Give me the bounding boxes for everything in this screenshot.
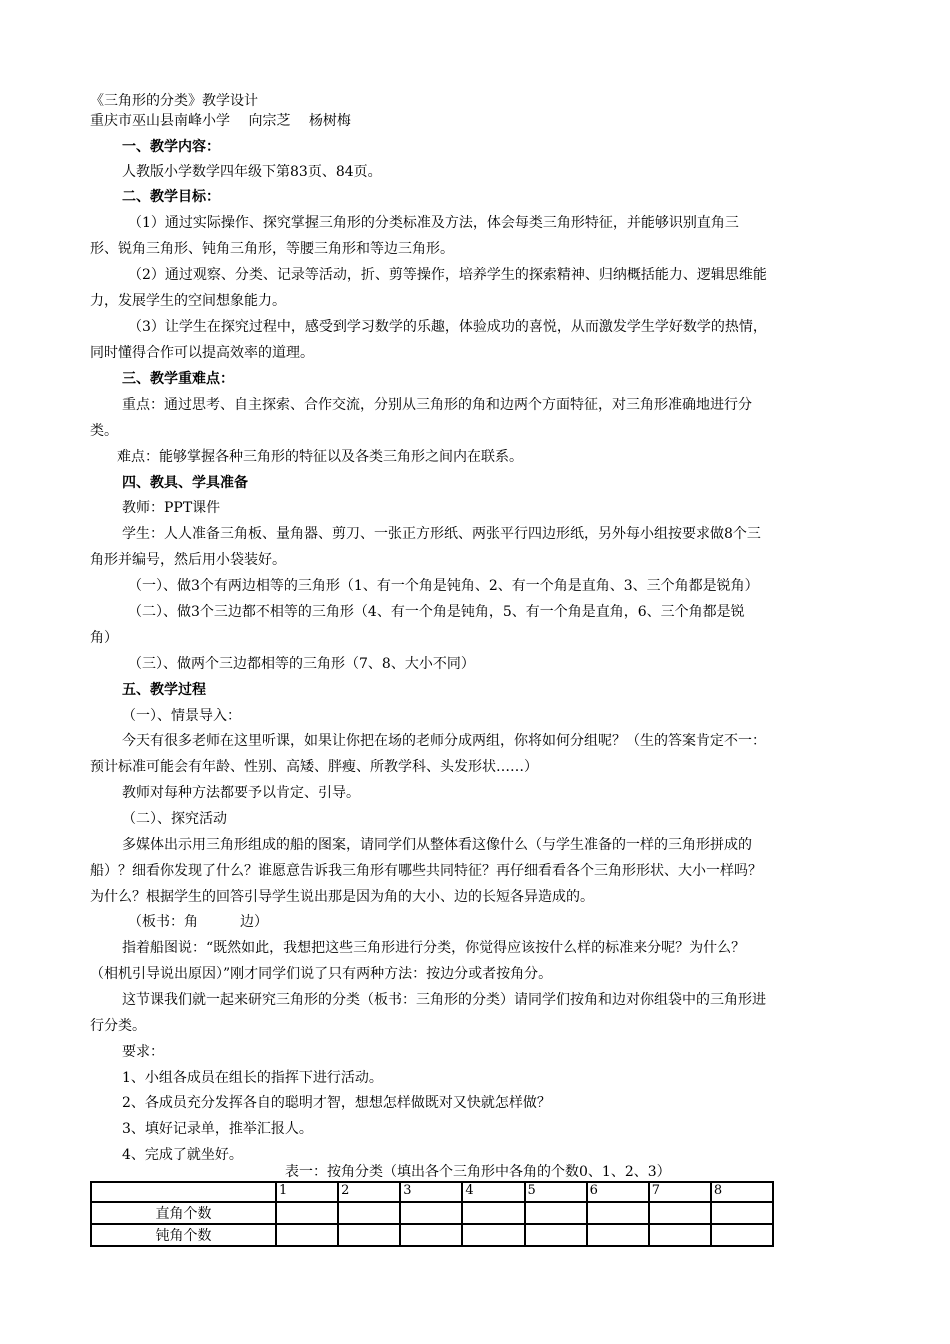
list-item: 1、小组各成员在组长的指挥下进行活动。: [122, 1070, 383, 1086]
section-heading-goals: 二、教学目标：: [122, 189, 220, 205]
paragraph: 预计标准可能会有年龄、性别、高矮、胖瘦、所教学科、头发形状……）: [90, 759, 538, 775]
paragraph: 力，发展学生的空间想象能力。: [90, 293, 286, 309]
paragraph: （2）通过观察、分类、记录等活动，折、剪等操作，培养学生的探索精神、归纳概括能力、逻辑思维能: [128, 267, 767, 283]
table-caption: 表一：按角分类（填出各个三角形中各角的个数0、1、2、3）: [285, 1164, 671, 1180]
table-cell[interactable]: [462, 1202, 524, 1224]
paragraph: 难点：能够掌握各种三角形的特征以及各类三角形之间内在联系。: [117, 449, 523, 465]
paragraph: （板书：角 边）: [128, 914, 268, 930]
table-cell[interactable]: [525, 1202, 587, 1224]
doc-title: 《三角形的分类》教学设计: [90, 93, 258, 109]
paragraph: 为什么？根据学生的回答引导学生说出那是因为角的大小、边的长短各异造成的。: [90, 889, 594, 905]
table-cell[interactable]: [400, 1224, 462, 1246]
paragraph: （一）、做3个有两边相等的三角形（1、有一个角是钝角、2、有一个角是直角、3、三个角都是锐角）: [128, 578, 759, 594]
table-cell[interactable]: [338, 1224, 400, 1246]
subheading: （二）、探究活动: [122, 811, 227, 827]
table-header-cell: 2: [338, 1182, 400, 1202]
paragraph: 角）: [90, 630, 118, 646]
paragraph: （3）让学生在探究过程中，感受到学习数学的乐趣，体验成功的喜悦，从而激发学生学好数学的热情，: [128, 319, 767, 335]
paragraph: 同时懂得合作可以提高效率的道理。: [90, 345, 314, 361]
paragraph: （二）、做3个三边都不相等的三角形（4、有一个角是钝角，5、有一个角是直角，6、三个角都是锐: [128, 604, 745, 620]
paragraph: 教师：PPT课件: [122, 500, 221, 516]
table-header-cell: 8: [711, 1182, 773, 1202]
table-header-cell: [91, 1182, 276, 1202]
paragraph: （三）、做两个三边都相等的三角形（7、8、大小不同）: [128, 656, 475, 672]
table-cell[interactable]: [649, 1202, 711, 1224]
section-heading-process: 五、教学过程: [122, 682, 206, 698]
paragraph: 人教版小学数学四年级下第83页、84页。: [122, 164, 382, 180]
table-header-cell: 1: [276, 1182, 338, 1202]
list-item: 4、完成了就坐好。: [122, 1147, 243, 1163]
paragraph: 类。: [90, 423, 118, 439]
section-heading-key-points: 三、教学重难点：: [122, 371, 234, 387]
table-cell[interactable]: [649, 1224, 711, 1246]
paragraph: 教师对每种方法都要予以肯定、引导。: [122, 785, 360, 801]
table-cell[interactable]: [276, 1224, 338, 1246]
paragraph: 重点：通过思考、自主探索、合作交流，分别从三角形的角和边两个方面特征，对三角形准确地进行分: [122, 397, 752, 413]
paragraph: 学生：人人准备三角板、量角器、剪刀、一张正方形纸、两张平行四边形纸，另外每小组按要求做8个三: [122, 526, 761, 542]
table-cell[interactable]: [462, 1224, 524, 1246]
table-cell[interactable]: [587, 1202, 649, 1224]
list-item: 2、各成员充分发挥各自的聪明才智，想想怎样做既对又快就怎样做？: [122, 1095, 551, 1111]
paragraph: 多媒体出示用三角形组成的船的图案，请同学们从整体看这像什么（与学生准备的一样的三角形拼成的: [122, 837, 752, 853]
paragraph: （相机引导说出原因）”刚才同学们说了只有两种方法：按边分或者按角分。: [90, 966, 553, 982]
paragraph: 要求：: [122, 1044, 164, 1060]
row-label-right-angle: 直角个数: [91, 1202, 276, 1224]
paragraph: 这节课我们就一起来研究三角形的分类（板书：三角形的分类）请同学们按角和边对你组袋中的三角形进: [122, 992, 766, 1008]
table-header-cell: 7: [649, 1182, 711, 1202]
paragraph: （1）通过实际操作、探究掌握三角形的分类标准及方法，体会每类三角形特征，并能够识别直角三: [128, 215, 739, 231]
table-cell[interactable]: [276, 1202, 338, 1224]
paragraph: 船）？细看你发现了什么？谁愿意告诉我三角形有哪些共同特征？再仔细看看各个三角形形状、大小一样吗？: [90, 863, 762, 879]
list-item: 3、填好记录单，推举汇报人。: [122, 1121, 313, 1137]
paragraph: 指着船图说：“既然如此，我想把这些三角形进行分类，你觉得应该按什么样的标准来分呢？为什么？: [122, 940, 746, 956]
paragraph: 形、锐角三角形、钝角三角形，等腰三角形和等边三角形。: [90, 241, 454, 257]
table-header-row: [91, 1182, 773, 1202]
table-cell[interactable]: [338, 1202, 400, 1224]
table-cell[interactable]: [525, 1224, 587, 1246]
table-row: [91, 1202, 773, 1224]
table-cell[interactable]: [400, 1202, 462, 1224]
table-header-cell: 6: [587, 1182, 649, 1202]
subheading: （一）、情景导入：: [122, 708, 241, 724]
table-header-cell: 3: [400, 1182, 462, 1202]
paragraph: 角形并编号，然后用小袋装好。: [90, 552, 286, 568]
author-line: 重庆市巫山县南峰小学 向宗芝 杨树梅: [90, 113, 351, 129]
table-cell[interactable]: [711, 1202, 773, 1224]
section-heading-content: 一、教学内容：: [122, 139, 220, 155]
table-row: [91, 1224, 773, 1246]
table-header-cell: 4: [462, 1182, 524, 1202]
table-header-cell: 5: [525, 1182, 587, 1202]
paragraph: 今天有很多老师在这里听课，如果让你把在场的老师分成两组，你将如何分组呢？（生的答案肯定不一：: [122, 733, 766, 749]
table-cell[interactable]: [711, 1224, 773, 1246]
section-heading-materials: 四、教具、学具准备: [122, 475, 248, 491]
angle-classification-table: [90, 1181, 774, 1247]
table-cell[interactable]: [587, 1224, 649, 1246]
paragraph: 行分类。: [90, 1018, 146, 1034]
row-label-obtuse-angle: 钝角个数: [91, 1224, 276, 1246]
